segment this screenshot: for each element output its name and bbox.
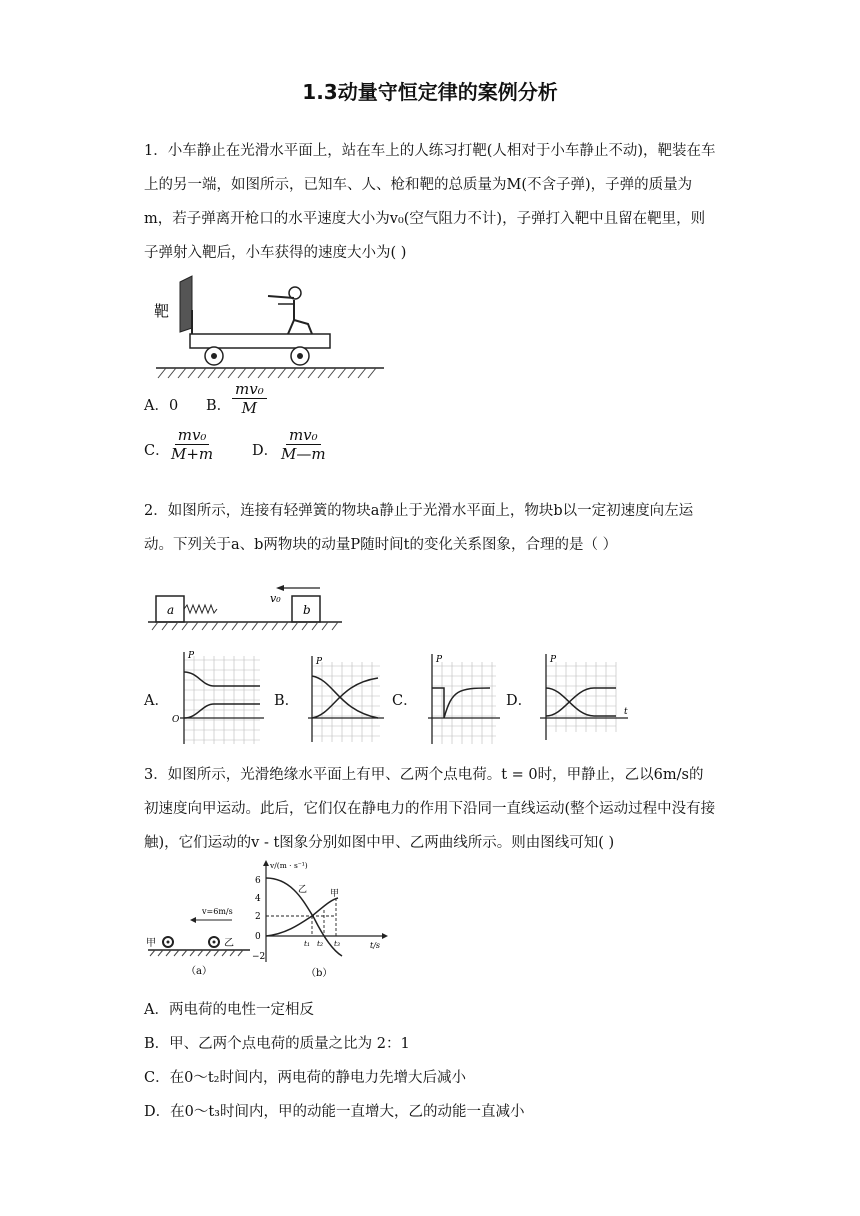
q1-c-numerator: mv₀ bbox=[175, 426, 210, 445]
q2-option-d[interactable]: D． bbox=[506, 693, 533, 709]
q1-option-c-label[interactable]: C． bbox=[144, 443, 170, 459]
q3-charges-figure bbox=[146, 900, 252, 978]
svg-text:t: t bbox=[624, 707, 628, 717]
target-label: 靶 bbox=[154, 302, 170, 320]
question-2-text: 2．如图所示，连接有轻弹簧的物块a静止于光滑水平面上，物块b以一定初速度向左运动。下列关于a、b两物块的动量P随时间t的变化关系图象，合理的是（ ） bbox=[144, 503, 694, 553]
q1-d-denominator: M—m bbox=[281, 445, 326, 463]
q2-graph-c bbox=[418, 650, 502, 746]
svg-text:4: 4 bbox=[255, 894, 261, 904]
svg-text:乙: 乙 bbox=[298, 885, 308, 895]
svg-text:P: P bbox=[316, 657, 323, 667]
q1-d-numerator: mv₀ bbox=[286, 426, 321, 445]
svg-text:t₁: t₁ bbox=[304, 939, 311, 948]
q1-option-b-label[interactable]: B． bbox=[206, 398, 232, 414]
q1-cart-figure bbox=[148, 274, 388, 380]
block-a-label: a bbox=[167, 603, 175, 617]
q1-option-d-label[interactable]: D． bbox=[252, 443, 279, 459]
svg-text:P: P bbox=[188, 651, 195, 661]
svg-text:6: 6 bbox=[255, 876, 261, 886]
page-title: 1.3动量守恒定律的案例分析 bbox=[302, 80, 558, 104]
svg-text:v/(m · s⁻¹): v/(m · s⁻¹) bbox=[270, 861, 308, 870]
svg-text:P: P bbox=[550, 655, 557, 665]
svg-text:t₂: t₂ bbox=[317, 939, 324, 948]
svg-text:甲: 甲 bbox=[146, 938, 156, 949]
q1-option-c-fraction bbox=[168, 426, 216, 463]
q1-option-b-fraction bbox=[232, 380, 267, 417]
block-b-label: b bbox=[303, 603, 311, 617]
svg-text:甲: 甲 bbox=[330, 889, 340, 899]
svg-text:（a）: （a） bbox=[186, 966, 212, 977]
q2-graph-d bbox=[530, 652, 632, 742]
svg-text:v=6m/s: v=6m/s bbox=[202, 907, 233, 916]
q2-blocks-figure bbox=[148, 582, 344, 632]
q3-option-b[interactable]: B．甲、乙两个点电荷的质量之比为 2：1 bbox=[144, 1036, 410, 1052]
q1-b-denominator: M bbox=[241, 399, 258, 417]
svg-text:0: 0 bbox=[255, 932, 261, 942]
q2-option-a[interactable]: A． bbox=[144, 693, 169, 709]
q1-c-denominator: M+m bbox=[171, 445, 214, 463]
q1-option-a[interactable]: A．0 bbox=[144, 398, 179, 414]
q2-option-b[interactable]: B． bbox=[274, 693, 300, 709]
svg-text:t₃: t₃ bbox=[334, 939, 341, 948]
q3-option-a[interactable]: A．两电荷的电性一定相反 bbox=[144, 1002, 314, 1018]
svg-text:P: P bbox=[436, 655, 443, 665]
q1-b-numerator: mv₀ bbox=[232, 380, 267, 399]
q1-option-d-fraction bbox=[278, 426, 329, 463]
svg-text:2: 2 bbox=[255, 912, 261, 922]
v0-label: v₀ bbox=[270, 592, 281, 605]
q3-option-d[interactable]: D．在0～t₃时间内，甲的动能一直增大，乙的动能一直减小 bbox=[144, 1104, 525, 1120]
q2-graph-b bbox=[294, 654, 386, 744]
q2-graph-a bbox=[166, 648, 266, 746]
question-1-text: 1．小车静止在光滑水平面上，站在车上的人练习打靶(人相对于小车静止不动)，靶装在车上的另一端，如图所示，已知车、人、枪和靶的总质量为M(不含子弹)，子弹的质量为m，若子弹离开枪口的水平速度大小为v₀(空气阻力不计)，子弹打入靶中且留在靶里，则子弹射入靶后，小车获得的速度大小为( ) bbox=[144, 143, 716, 261]
svg-text:t/s: t/s bbox=[370, 941, 381, 950]
q3-vt-graph bbox=[252, 858, 394, 982]
svg-text:O: O bbox=[172, 715, 180, 725]
svg-text:乙: 乙 bbox=[224, 938, 234, 949]
question-3-text: 3．如图所示，光滑绝缘水平面上有甲、乙两个点电荷。t = 0时，甲静止，乙以6m/s的初速度向甲运动。此后，它们仅在静电力的作用下沿同一直线运动(整个运动过程中没有接触)，它们运动的v - t图象分别如图中甲、乙两曲线所示。则由图线可知( ) bbox=[144, 767, 716, 851]
svg-text:（b）: （b） bbox=[306, 968, 333, 979]
q2-option-c[interactable]: C． bbox=[392, 693, 418, 709]
q3-option-c[interactable]: C．在0～t₂时间内，两电荷的静电力先增大后减小 bbox=[144, 1070, 466, 1086]
svg-text:−2: −2 bbox=[252, 952, 266, 962]
